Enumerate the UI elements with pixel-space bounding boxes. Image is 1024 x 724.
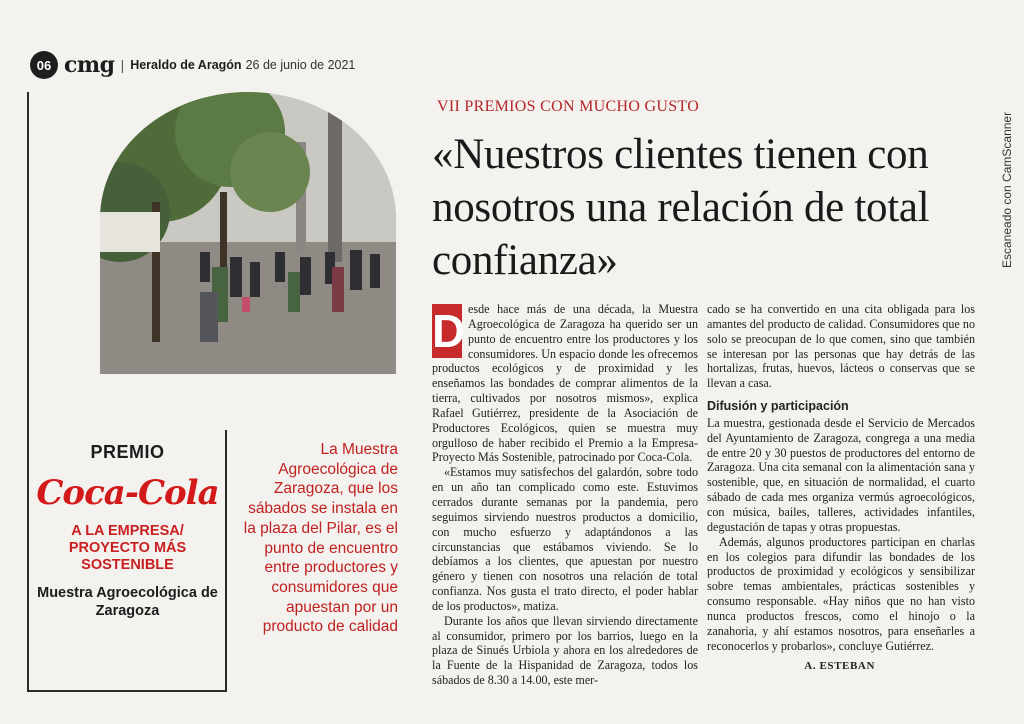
frame-rule-bottom bbox=[27, 690, 227, 692]
article-paragraph: «Estamos muy satisfechos del galardón, sobre todo en un año tan complicado como este. Estuvimos cerrados durante semanas por la pandemia, pero seguimos sirviendo nuestros productos a domicilio, con mucho esfuerzo y adaptándonos a las circunstancias que estábamos viviendo. Se lo debíamos a los clientes, que apuestan por nuestro género y tienen con nosotros una relación de total confianza. Nos gusta el trato directo, el poder hablar de los productos», matiza. bbox=[432, 465, 698, 613]
article-kicker: VII PREMIOS CON MUCHO GUSTO bbox=[437, 98, 700, 115]
article-paragraph bbox=[432, 302, 698, 465]
article-paragraph: La muestra, gestionada desde el Servicio de Mercados del Ayuntamiento de Zaragoza, congrega a una media de entre 20 y 30 puestos de productores del entorno de Zaragoza. Una cita semanal con la alimentación sana y sostenible, que, en situación de normalidad, el cuarto sábado de cada mes organiza vermús agroecológicos, con música, bailes, talleres, actividades infantiles, degustación de tapas y otras propuestas. bbox=[707, 415, 975, 534]
article-subheading: Difusión y participación bbox=[707, 399, 849, 414]
drop-cap: D bbox=[432, 305, 466, 357]
page-header bbox=[30, 52, 355, 78]
market-photo bbox=[100, 92, 396, 374]
header-separator: | bbox=[120, 57, 125, 73]
page-number: 06 bbox=[30, 51, 58, 79]
frame-rule-right bbox=[225, 430, 227, 692]
award-label: PREMIO bbox=[90, 442, 165, 462]
article-headline: «Nuestros clientes tienen con nosotros una relación de total confianza» bbox=[432, 131, 930, 284]
article-byline: A. ESTEBAN bbox=[804, 660, 875, 673]
section-brand: cmg bbox=[64, 52, 115, 78]
article-paragraph: cado se ha convertido en una cita obligada para los amantes del producto de calidad. Consumidores que no solo se preocupan de lo que comen, sino que también se interesan por las personas que hay detrás de las hortalizas, frutas, huevos, lácteos o conservas que se llevan a casa. bbox=[707, 302, 975, 391]
coca-cola-logo bbox=[30, 473, 225, 513]
article-paragraph-text: esde hace más de una década, la Muestra Agroecológica de Zaragoza ha querido ser un punto de encuentro entre los productores y los consumidores. Un espacio donde les ofrecemos productos ecológicos y de proximidad y les enseñamos las bondades de comprar alimentos de la tierra, cultivados por nosotros mismos», explica Rafael Gutiérrez, presidente de la Asociación de Productores Ecológicos, quien se muestra muy orgulloso de haber recibido el Premio a la Empresa-Proyecto Más Sostenible, patrocinado por Coca-Cola. bbox=[432, 302, 698, 465]
article-paragraph: Además, algunos productores participan en charlas en los colegios para difundir las bondades de los productos de proximidad y ecológicos y sensibilizar sobre temas ambientales, prácticas sostenibles y consumo responsable. «Hay niños que no han visto nunca productos frescos, como el hinojo o la zanahoria, y ahí estamos nosotros, para enseñarles a reconocerlos y probarlos», concluye Gutiérrez. bbox=[707, 534, 975, 653]
frame-rule-left bbox=[27, 92, 29, 692]
article-paragraph: Durante los años que llevan sirviendo directamente al consumidor, primero por los barrios, luego en la plaza de Sinués Urbiola y ahora en los alrededores de la Fuente de la Hispanidad de Zaragoza, todos los sábados de 8.30 a 14.00, este mer- bbox=[432, 613, 698, 688]
article-column-2 bbox=[707, 302, 975, 674]
article-column-1 bbox=[432, 302, 698, 688]
publication-date: 26 de junio de 2021 bbox=[245, 58, 356, 72]
award-winner: Muestra Agroecológica de Zaragoza bbox=[37, 585, 218, 619]
scanner-watermark: Escaneado con CamScanner bbox=[1000, 111, 1014, 269]
market-photo-illustration bbox=[100, 92, 396, 374]
coca-cola-logo-text: Coca-Cola bbox=[36, 473, 219, 513]
pull-quote: La Muestra Agroecológica de Zaragoza, que los sábados se instala en la plaza del Pilar, es el punto de encuentro entre productores y consumidores que apuestan por un producto de calidad bbox=[243, 441, 398, 636]
award-box bbox=[30, 430, 225, 620]
award-category: A LA EMPRESA/ PROYECTO MÁS SOSTENIBLE bbox=[68, 523, 187, 573]
publication-name: Heraldo de Aragón bbox=[130, 58, 242, 72]
